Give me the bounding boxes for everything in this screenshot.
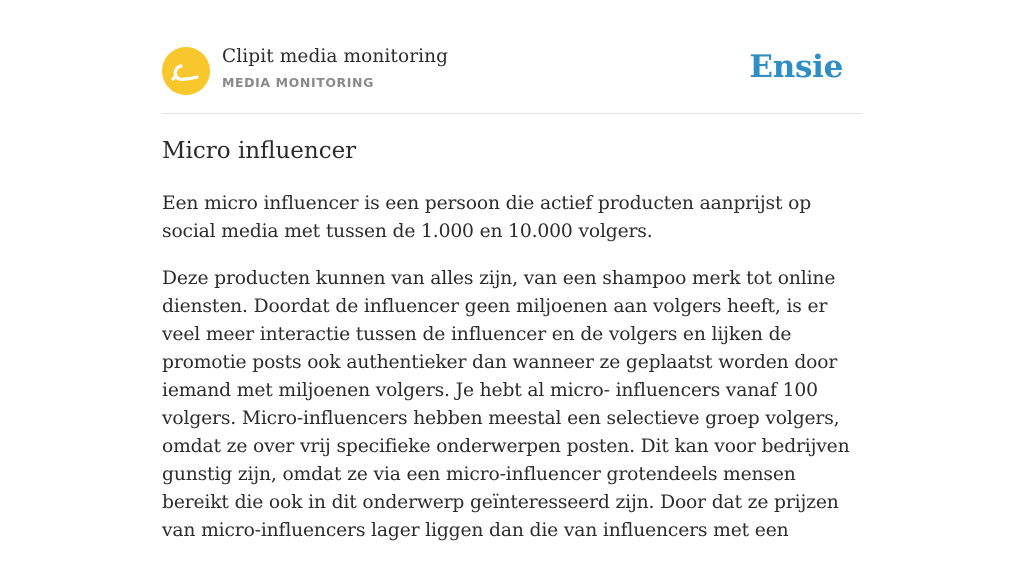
brand-name[interactable]: Clipit media monitoring bbox=[222, 46, 449, 67]
article-paragraph: Deze producten kunnen van alles zijn, van een shampoo merk tot online diensten. Doordat de influencer geen miljoenen aan volgers heeft, is er veel meer interactie tussen de influencer en de volgers en lijken de promotie posts ook authentieker dan wanneer ze geplaatst worden door iemand met miljoenen volgers. Je hebt al micro- influencers vanaf 100 volgers. Micro-influencers hebben meestal een selectieve groep volgers, omdat ze over vrij specifieke onderwerpen posten. Dit kan voor bedrijven gunstig zijn, omdat ze via een micro-influencer grotendeels mensen bereikt die ook in dit onderwerp geïnteresseerd zijn. Door dat ze prijzen van micro-influencers lager liggen dan die van influencers met een bbox=[162, 268, 850, 541]
article-paragraph: Een micro influencer is een persoon die actief producten aanprijst op social media met tussen de 1.000 en 10.000 volgers. bbox=[162, 193, 812, 242]
article-body bbox=[162, 190, 868, 564]
speech-bubble-icon bbox=[162, 47, 210, 95]
ensie-logo[interactable]: Ensie bbox=[749, 49, 843, 85]
content-container bbox=[162, 0, 862, 541]
avatar[interactable] bbox=[162, 47, 210, 95]
article-title: Micro influencer bbox=[162, 138, 357, 164]
brand-subtitle: MEDIA MONITORING bbox=[222, 75, 374, 90]
page-header bbox=[162, 0, 862, 114]
